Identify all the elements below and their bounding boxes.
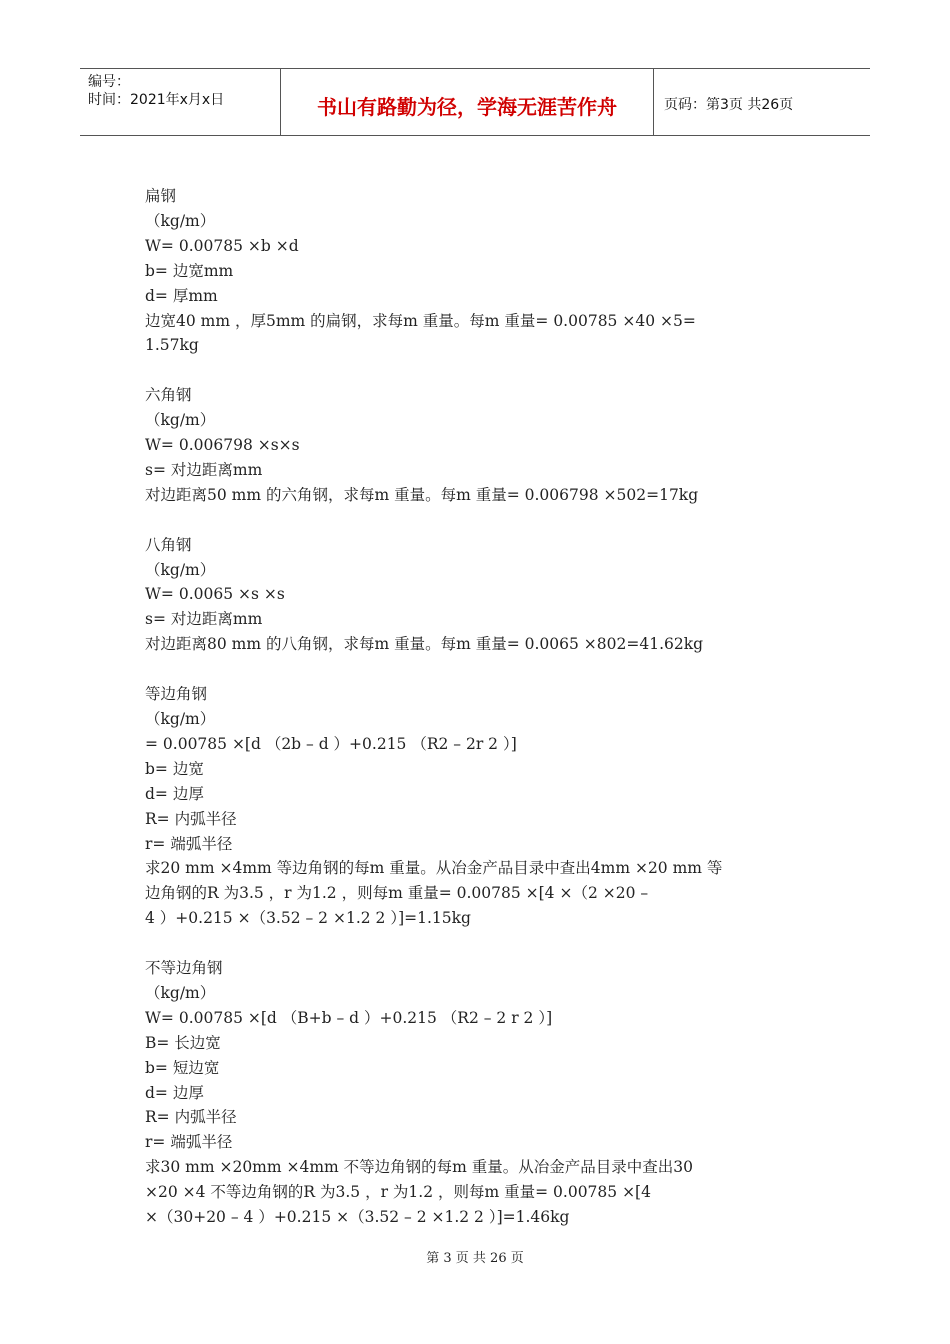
section-flat-steel <box>145 184 825 358</box>
example-line: ×（30+20 – 4 ）+0.215 ×（3.52 – 2 ×1.2 2 ）]=1.46kg <box>145 1208 570 1227</box>
variable-line: R= 内弧半径 <box>145 809 237 828</box>
variable-line: s= 对边距离mm <box>145 460 263 479</box>
variable-line: b= 短边宽 <box>145 1058 220 1077</box>
variable-line: d= 边厚 <box>145 1083 204 1102</box>
variable-line: B= 长边宽 <box>145 1033 221 1052</box>
unit-line: （kg/m） <box>145 709 216 728</box>
variable-line: d= 厚mm <box>145 286 218 305</box>
section-title: 六角钢 <box>145 386 192 405</box>
variable-line: b= 边宽mm <box>145 261 234 280</box>
example-line: 求30 mm ×20mm ×4mm 不等边角钢的每m 重量。从冶金产品目录中查出30 <box>145 1158 694 1177</box>
header-meta <box>80 69 281 135</box>
example-line: ×20 ×4 不等边角钢的R 为3.5 ，r 为1.2 ，则每m 重量= 0.00785 ×[4 <box>145 1183 651 1202</box>
section-title: 等边角钢 <box>145 685 208 704</box>
header-motto: 书山有路勤为径，学海无涯苦作舟 <box>281 69 654 135</box>
section-hexagon-steel <box>145 383 825 508</box>
example-line: 1.57kg <box>145 336 199 355</box>
example-line: 4 ）+0.215 ×（3.52 – 2 ×1.2 2 ）]=1.15kg <box>145 909 471 928</box>
section-octagon-steel <box>145 533 825 658</box>
example-line: 边角钢的R 为3.5 ，r 为1.2 ，则每m 重量= 0.00785 ×[4 ×（2 ×20 – <box>145 884 649 903</box>
formula-line: = 0.00785 ×[d （2b – d ）+0.215 （R2 – 2r 2 ）] <box>145 734 517 753</box>
variable-line: r= 端弧半径 <box>145 834 233 853</box>
section-title: 不等边角钢 <box>145 959 223 978</box>
formula-line: W= 0.00785 ×b ×d <box>145 236 299 255</box>
section-unequal-angle-steel <box>145 956 825 1230</box>
section-equal-angle-steel <box>145 682 825 931</box>
header-date-label: 时间：2021年x月x日 <box>88 92 225 108</box>
formula-line: W= 0.006798 ×s×s <box>145 436 300 455</box>
variable-line: R= 内弧半径 <box>145 1108 237 1127</box>
variable-line: b= 边宽 <box>145 759 204 778</box>
variable-line: d= 边厚 <box>145 784 204 803</box>
header-number-label: 编号： <box>88 74 130 90</box>
variable-line: r= 端弧半径 <box>145 1133 233 1152</box>
formula-line: W= 0.00785 ×[d （B+b – d ）+0.215 （R2 – 2 r 2 ）] <box>145 1008 553 1027</box>
example-line: 对边距离80 mm 的八角钢，求每m 重量。每m 重量= 0.0065 ×802=41.62kg <box>145 635 704 654</box>
page-header <box>80 68 870 136</box>
document-body <box>145 184 825 1255</box>
unit-line: （kg/m） <box>145 560 216 579</box>
section-title: 扁钢 <box>145 187 177 205</box>
example-line: 对边距离50 mm 的六角钢，求每m 重量。每m 重量= 0.006798 ×502=17kg <box>145 485 699 504</box>
unit-line: （kg/m） <box>145 411 216 430</box>
section-title: 八角钢 <box>145 535 192 554</box>
example-line: 边宽40 mm ，厚5mm 的扁钢，求每m 重量。每m 重量= 0.00785 ×40 ×5= <box>145 311 696 330</box>
formula-line: W= 0.0065 ×s ×s <box>145 585 285 604</box>
variable-line: s= 对边距离mm <box>145 610 263 629</box>
unit-line: （kg/m） <box>145 211 216 230</box>
example-line: 求20 mm ×4mm 等边角钢的每m 重量。从冶金产品目录中查出4mm ×20 mm 等 <box>145 859 723 878</box>
header-page-info: 页码：第3页 共26页 <box>664 97 794 113</box>
unit-line: （kg/m） <box>145 983 216 1002</box>
page-footer: 第 3 页 共 26 页 <box>426 1251 524 1266</box>
